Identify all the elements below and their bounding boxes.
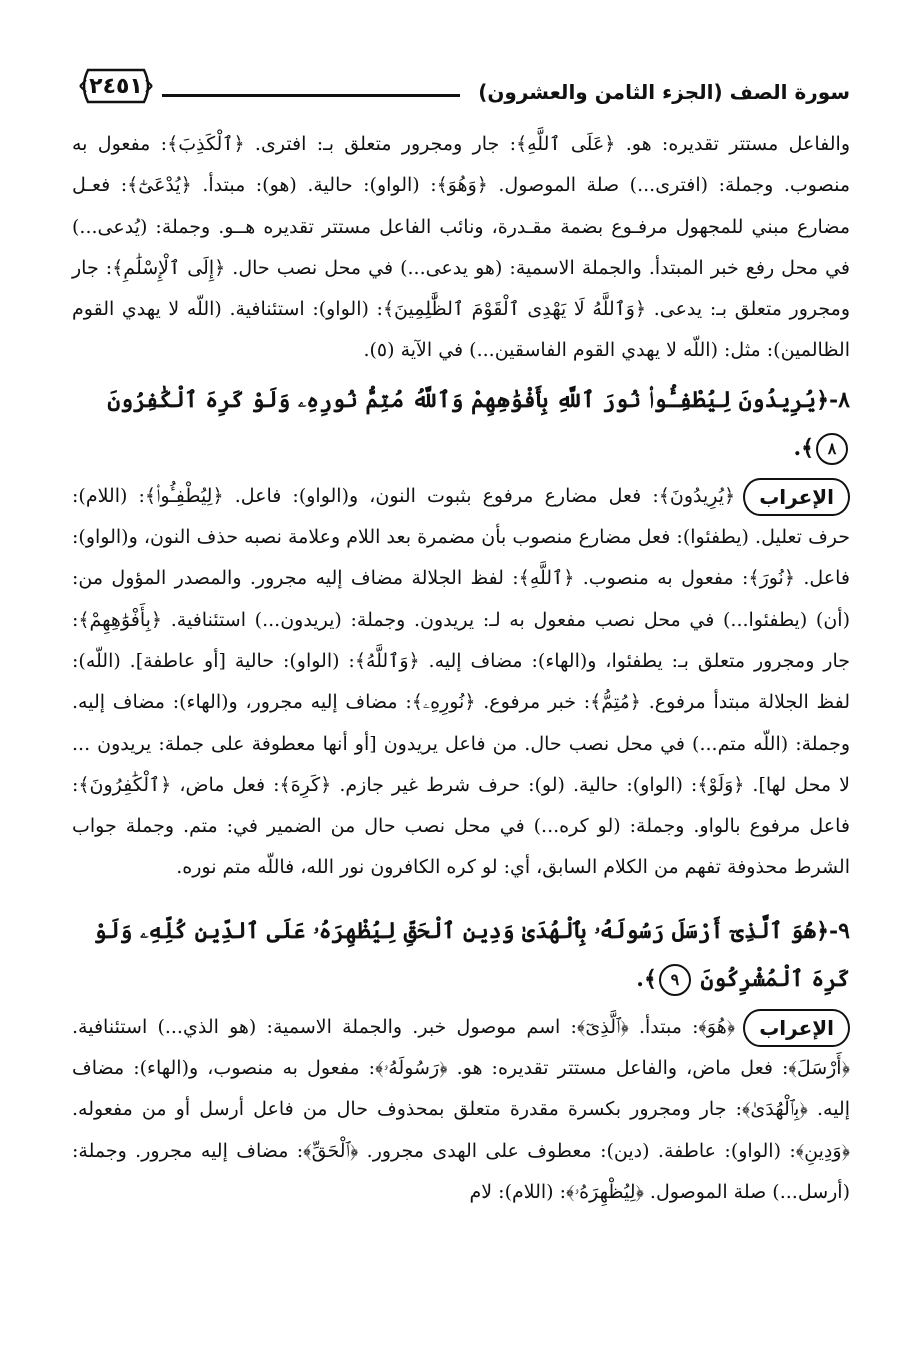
header-rule	[162, 94, 460, 97]
verse-8	[72, 376, 850, 472]
ayah-number-marker: ٨	[816, 433, 848, 465]
ayah-number-marker: ٩	[659, 964, 691, 996]
irab-paragraph-8	[72, 476, 850, 889]
irab-label: الإعراب	[743, 1009, 850, 1047]
irab-text: ﴿يُرِيدُونَ﴾: فعل مضارع مرفوع بثبوت النون، و(الواو): فاعل. ﴿لِيُطْفِـُٔوا۟﴾: (اللام): حرف تعليل. (يطفئوا): فعل مضارع منصوب بأن مضمرة بعد اللام وعلامة نصبه حذف النون، و(الواو): فاعل. ﴿نُورَ﴾: مفعول به منصوب. ﴿ٱللَّهِ﴾: لفظ الجلالة مضاف إليه مجرور. والمصدر المؤول من: (أن) (يطفئوا...) في محل نصب مفعول به لـ: يريدون. وجملة: (يريدون...) استئنافية. ﴿بِأَفْوَٰهِهِمْ﴾: جار ومجرور متعلق بـ: يطفئوا، و(الهاء): مضاف إليه. ﴿وَٱللَّهُ﴾: (الواو): حالية [أو عاطفة]. (اللّه): لفظ الجلالة مبتدأ مرفوع. ﴿مُتِمُّ﴾: خبر مرفوع. ﴿نُورِهِۦ﴾: مضاف إليه مجرور، و(الهاء): مضاف إليه. وجملة: (اللّه متم...) في محل نصب حال. من فاعل يريدون [أو أنها معطوفة على جملة: يريدون ... لا محل لها]. ﴿وَلَوْ﴾: (الواو): حالية. (لو): حرف شرط غير جازم. ﴿كَرِهَ﴾: فعل ماض، ﴿ٱلْكَٰفِرُونَ﴾: فاعل مرفوع بالواو. وجملة: (لو كره...) في محل نصب حال من الضمير في: متم. وجملة جواب الشرط محذوفة تفهم من الكلام السابق، أي: لو كره الكافرون نور الله، فاللّه متم نوره.	[72, 484, 850, 879]
irab-paragraph-9	[72, 1007, 850, 1213]
page-header	[72, 60, 850, 124]
verse-close: ﴾.	[793, 434, 814, 461]
verse-number: ٩-	[829, 917, 850, 944]
book-page	[72, 60, 850, 1338]
page-number: ٢٤٥١	[89, 73, 143, 99]
intro-paragraph: والفاعل مستتر تقديره: هو. ﴿عَلَى ٱللَّهِ﴾: جار ومجرور متعلق بـ: افترى. ﴿ٱلْكَذِبَ﴾: مفعول به منصوب. وجملة: (افترى...) صلة الموصول. ﴿وَهُوَ﴾: (الواو): حالية. (هو): مبتدأ. ﴿يُدْعَىٰٓ﴾: فعـل مضارع مبني للمجهول مرفـوع بضمة مقـدرة، ونائب الفاعل مستتر تقديره هــو. وجملة: (يُدعى...) في محل رفع خبر المبتدأ. والجملة الاسمية: (هو يدعى...) في محل نصب حال. ﴿إِلَى ٱلْإِسْلَٰمِ﴾: جار ومجرور متعلق بـ: يدعى. ﴿وَٱللَّهُ لَا يَهْدِى ٱلْقَوْمَ ٱلظَّٰلِمِينَ﴾: (الواو): استئنافية. (اللّه لا يهدي القوم الظالمين): مثل: (اللّه لا يهدي القوم الفاسقين...) في الآية (٥).	[72, 133, 850, 362]
verse-close: ﴾.	[636, 965, 657, 992]
irab-text: ﴿هُوَ﴾: مبتدأ. ﴿ٱلَّذِىٓ﴾: اسم موصول خبر. والجملة الاسمية: (هو الذي...) استئنافية. ﴿أَرْسَلَ﴾: فعل ماض، والفاعل مستتر تقديره: هو. ﴿رَسُولَهُۥ﴾: مفعول به منصوب، و(الهاء): مضاف إليه. ﴿بِٱلْهُدَىٰ﴾: جار ومجرور بكسرة مقدرة متعلق بمحذوف حال من فاعل أرسل أو من مفعوله. ﴿وَدِينِ﴾: (الواو): عاطفة. (دين): معطوف على الهدى مجرور. ﴿ٱلْحَقِّ﴾: مضاف إليه مجرور. وجملة: (أرسل...) صلة الموصول. ﴿لِيُظْهِرَهُۥ﴾: (اللام): لام	[72, 1015, 850, 1203]
page-number-badge	[76, 66, 156, 106]
irab-label: الإعراب	[743, 478, 850, 516]
verse-text: ﴿هُوَ ٱلَّذِىٓ أَرْسَلَ رَسُولَهُۥ بِٱلْهُدَىٰ وَدِينِ ٱلْحَقِّ لِيُظْهِرَهُۥ عَلَى ٱلدِّينِ كُلِّهِۦ وَلَوْ كَرِهَ ٱلْمُشْرِكُونَ	[93, 917, 850, 992]
verse-number: ٨-	[829, 386, 850, 413]
verse-text: ﴿يُرِيدُونَ لِيُطْفِـُٔوا۟ نُورَ ٱللَّهِ بِأَفْوَٰهِهِمْ وَٱللَّهُ مُتِمُّ نُورِهِۦ وَلَوْ كَرِهَ ٱلْكَٰفِرُونَ	[107, 386, 830, 413]
running-title: سورة الصف (الجزء الثامن والعشرون)	[478, 80, 850, 104]
verse-9	[72, 907, 850, 1003]
